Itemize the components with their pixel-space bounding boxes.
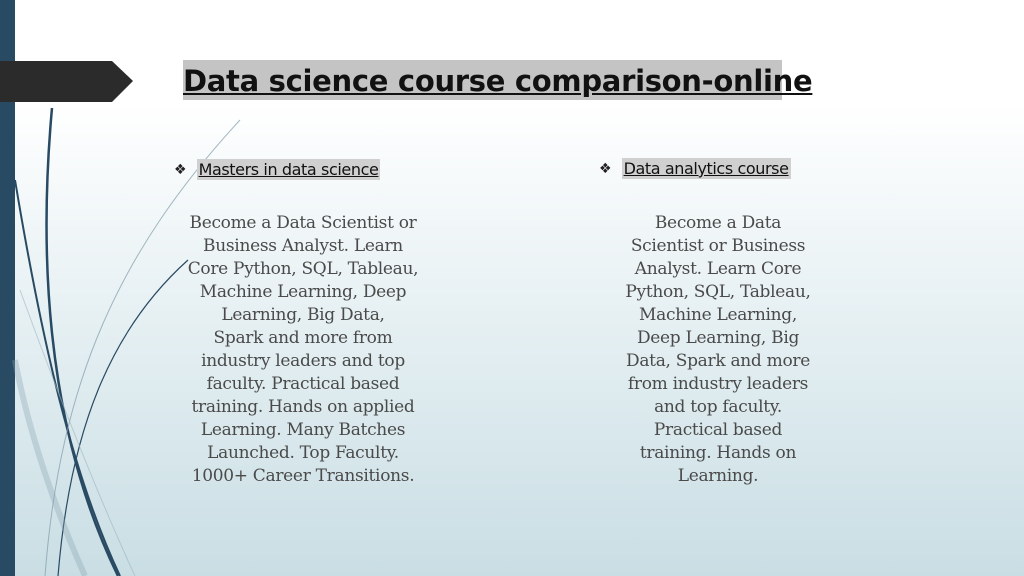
text-line: Learning, Big Data, (221, 305, 385, 325)
text-line: training. Hands on (639, 443, 797, 463)
text-line: Machine Learning, Deep (199, 282, 407, 302)
right-description (598, 212, 838, 488)
text-line: training. Hands on applied (191, 397, 415, 417)
diamond-bullet-icon: ❖ (599, 160, 612, 177)
right-heading-label: Data analytics course (623, 159, 789, 178)
text-line: Learning. Many Batches (200, 420, 406, 440)
text-line: Learning. (677, 466, 759, 486)
text-line: Scientist or Business (630, 236, 806, 256)
text-line: Practical based (653, 420, 783, 440)
text-line: 1000+ Career Transitions. (191, 466, 415, 486)
text-line: Deep Learning, Big (636, 328, 800, 348)
text-line: and top faculty. (654, 397, 782, 417)
diamond-bullet-icon: ❖ (174, 161, 187, 178)
text-line: Python, SQL, Tableau, (625, 282, 811, 302)
text-line: Become a Data (654, 213, 782, 233)
left-description (168, 212, 438, 488)
text-line: industry leaders and top (201, 351, 405, 371)
text-line: Business Analyst. Learn (203, 236, 403, 256)
left-heading-label: Masters in data science (198, 160, 379, 179)
text-line: Launched. Top Faculty. (207, 443, 399, 463)
text-line: Data, Spark and more (626, 351, 810, 371)
text-line: Analyst. Learn Core (634, 259, 802, 279)
left-column-heading (174, 159, 380, 180)
text-line: from industry leaders (627, 374, 809, 394)
text-line: Core Python, SQL, Tableau, (187, 259, 419, 279)
text-line: Machine Learning, (639, 305, 797, 325)
text-line: Become a Data Scientist or (189, 213, 417, 233)
curve-6 (20, 290, 135, 576)
right-column-heading (599, 158, 791, 179)
title-arrow-shape (0, 61, 133, 102)
curve-2 (15, 180, 120, 576)
text-line: faculty. Practical based (206, 374, 400, 394)
text-line: Spark and more from (213, 328, 393, 348)
page-title: Data science course comparison-online (183, 60, 782, 100)
